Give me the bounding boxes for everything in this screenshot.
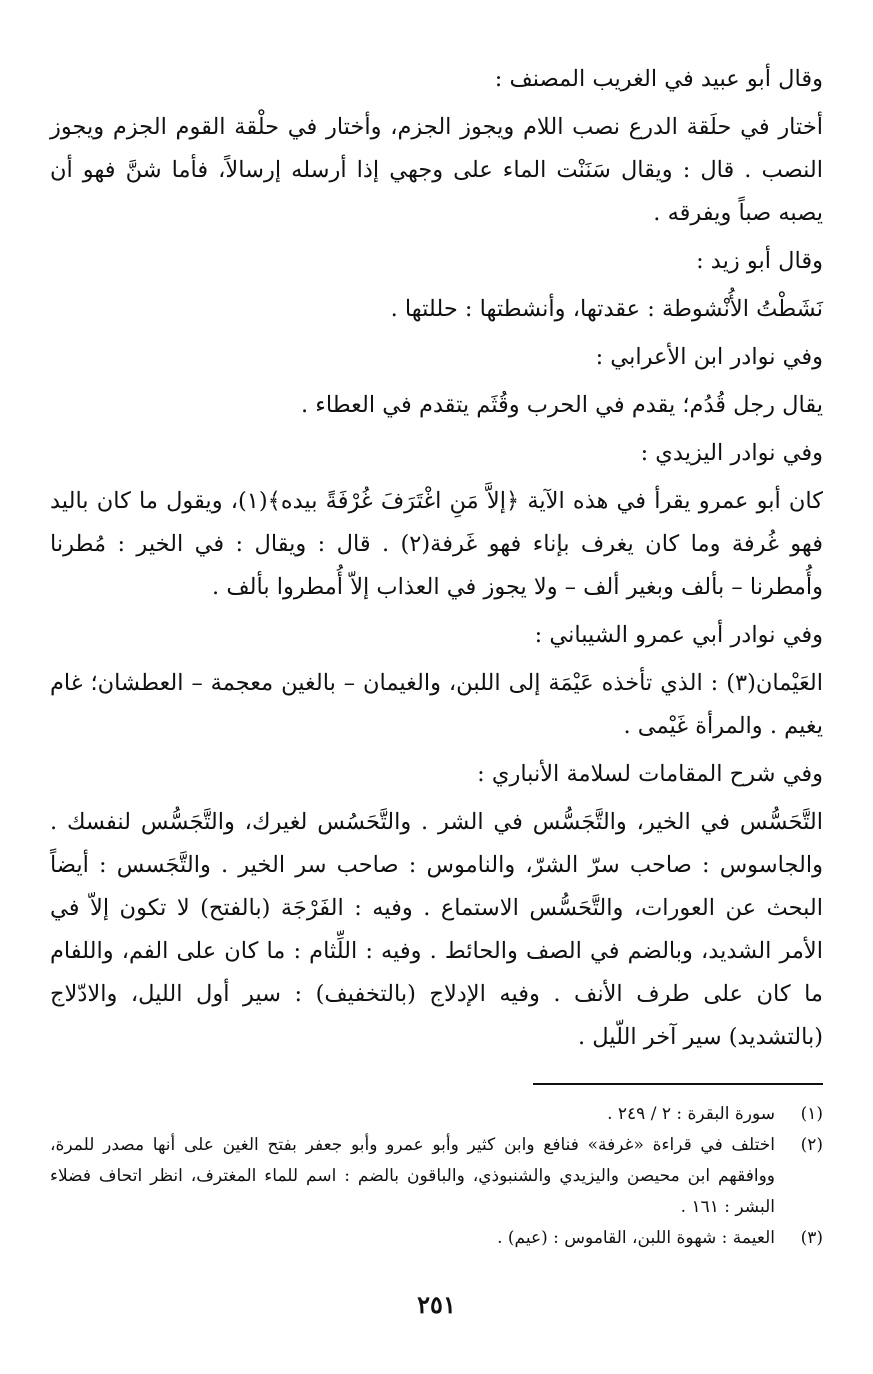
footnote-number: (٢) <box>800 1135 823 1155</box>
footnote <box>50 1130 823 1223</box>
footnote-text: سورة البقرة : ٢ / ٢٤٩ . <box>607 1104 775 1124</box>
paragraph: التَّحَسُّس في الخير، والتَّجَسُّس في الشر . والتَّحَسُس لغيرك، والتَّجَسُّس لنفسك . والجاسوس : صاحب سرّ الشرّ، والناموس : صاحب سر الخير . والتَّجَسس : أيضاً البحث عن العورات، والتَّحَسُّس الاستماع . وفيه : الفَرْجَة (بالفتح) لا تكون إلاّ في الأمر الشديد، وبالضم في الصف والحائط . وفيه : اللِّثام : ما كان على الفم، واللفام ما كان على طرف الأنف . وفيه الإدلاج (بالتخفيف) : سير أول الليل، والادّلاج (بالتشديد) سير آخر اللّيل . <box>50 809 823 1050</box>
footnote-text: العيمة : شهوة اللبن، القاموس : (عيم) . <box>497 1228 775 1248</box>
paragraph: يقال رجل قُدُم؛ يقدم في الحرب وقُثَم يتقدم في العطاء . <box>300 392 823 418</box>
footnote-number: (١) <box>800 1104 823 1124</box>
section-heading: وفي نوادر أبي عمرو الشيباني : <box>534 622 823 648</box>
paragraph: أختار في حلَقة الدرع نصب اللام ويجوز الجزم، وأختار في حلْقة القوم الجزم ويجوز النصب . قال : ويقال سَنَنْت الماء على وجهي إذا أرسله إرسالاً، فأما شنَّ فهو أن يصبه صباً ويفرقه . <box>50 114 823 226</box>
footnote-text: اختلف في قراءة «غرفة» فنافع وابن كثير وأبو عمرو وأبو جعفر بفتح الغين على أنها مصدر للمرة، ووافقهم ابن محيصن واليزيدي والشنبوذي، والباقون بالضم : اسم للماء المغترف، انظر اتحاف فضلاء البشر : ١٦١ . <box>50 1135 775 1217</box>
section-heading: وقال أبو زيد : <box>696 248 823 274</box>
book-page <box>50 58 823 1374</box>
footnote-number: (٣) <box>800 1228 823 1248</box>
page-number: ٢٥١ <box>417 1290 456 1319</box>
section-heading: وفي نوادر ابن الأعرابي : <box>595 344 823 370</box>
paragraph: العَيْمان(٣) : الذي تأخذه عَيْمَة إلى اللبن، والغيمان – بالغين معجمة – العطشان؛ غام يغيم . والمرأة غَيْمى . <box>50 670 823 739</box>
footnote <box>50 1223 823 1254</box>
main-text <box>50 58 823 1059</box>
footnote <box>50 1099 823 1130</box>
footnotes <box>50 1099 823 1254</box>
paragraph: كان أبو عمرو يقرأ في هذه الآية ﴿إلاَّ مَنِ اغْتَرَفَ غُرْفَةً بيده﴾(١)، ويقول ما كان باليد فهو غُرفة وما كان يغرف بإناء فهو غَرفة(٢) . قال : ويقال : في الخير : مُطرنا وأُمطرنا – بألف وبغير ألف – ولا يجوز في العذاب إلاّ أُمطروا بألف . <box>50 488 823 600</box>
section-heading: وفي نوادر اليزيدي : <box>640 440 823 466</box>
section-heading: وقال أبو عبيد في الغريب المصنف : <box>494 66 823 92</box>
section-heading: وفي شرح المقامات لسلامة الأنباري : <box>477 761 823 787</box>
footnote-divider <box>533 1083 823 1085</box>
paragraph: نَشَطْتُ الأُنْشوطة : عقدتها، وأنشطتها : حللتها . <box>390 296 823 322</box>
